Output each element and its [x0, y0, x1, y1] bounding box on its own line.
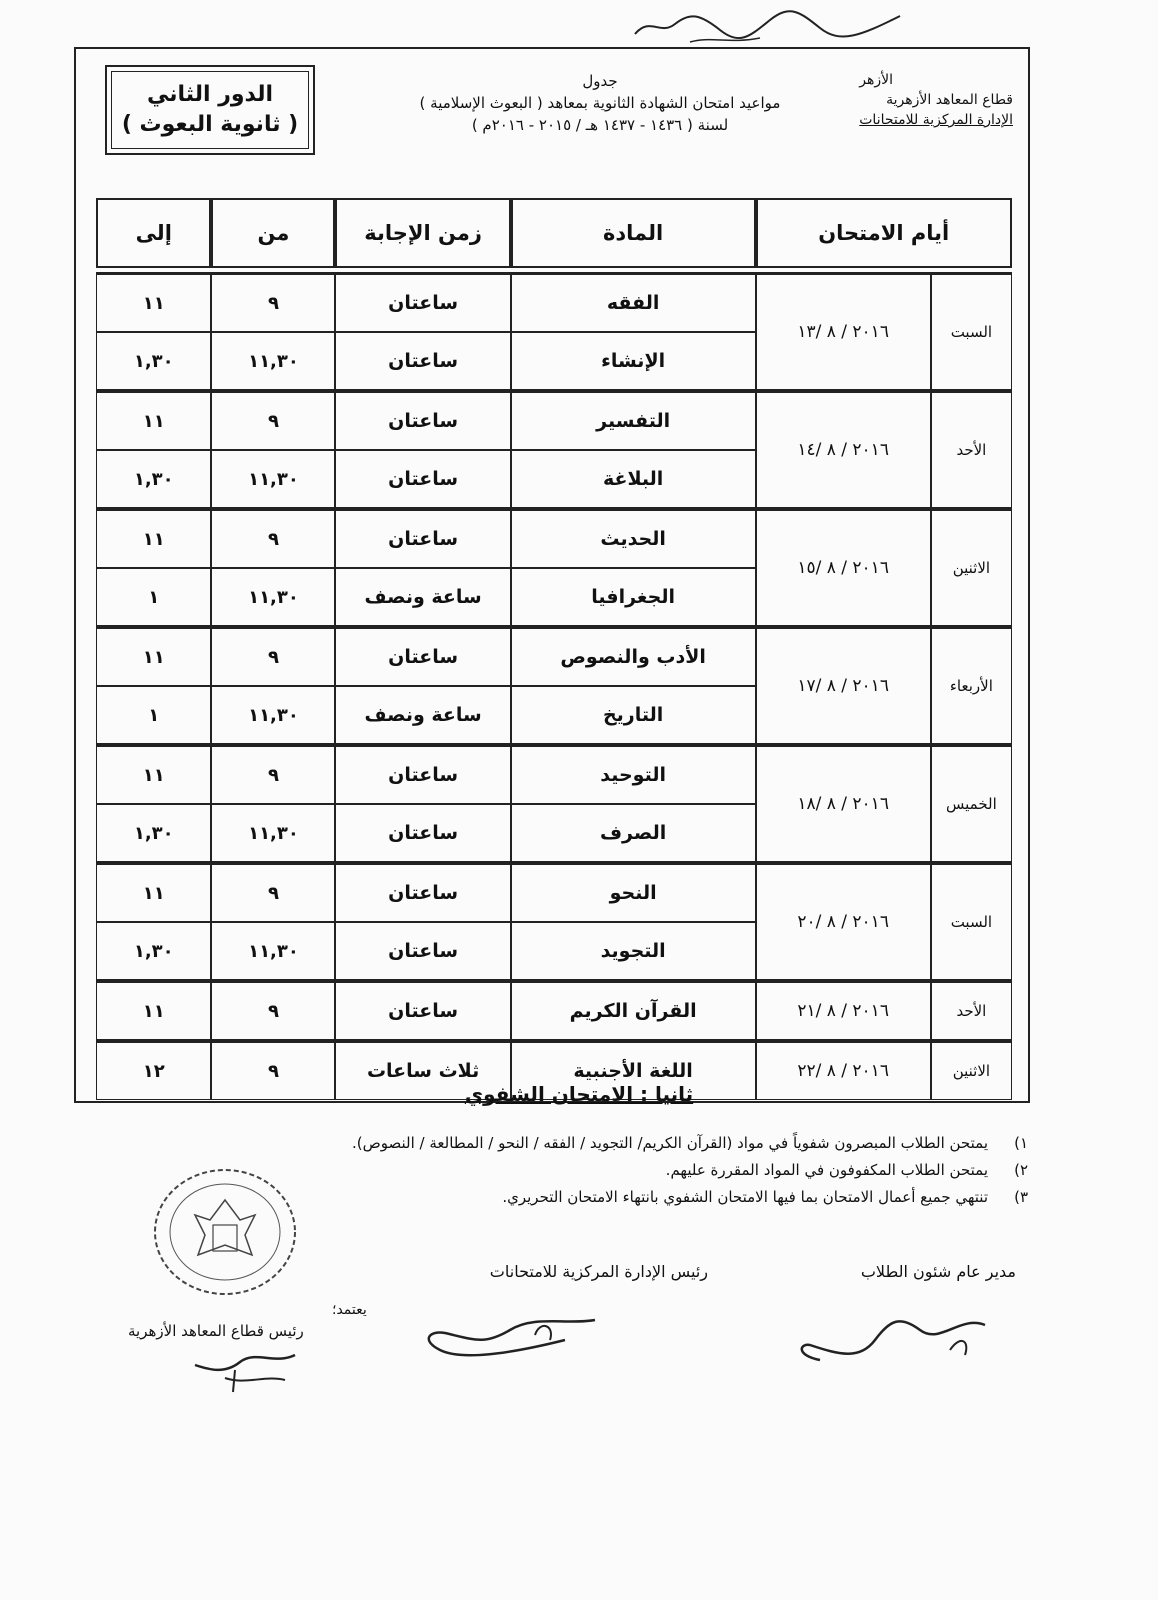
table-word: جدول [582, 72, 618, 90]
header-from: من [211, 198, 335, 268]
from-cell: ١١,٣٠ [211, 686, 335, 744]
to-cell: ١,٣٠ [96, 332, 211, 390]
subject-cell: القرآن الكريم [511, 980, 756, 1040]
day-cell: الأحد [931, 390, 1012, 508]
to-cell: ١١ [96, 390, 211, 450]
duration-cell: ساعة ونصف [335, 686, 510, 744]
signature-student-affairs [790, 1305, 990, 1365]
approved-label: يعتمد؛ [332, 1302, 367, 1318]
subject-cell: الصرف [511, 804, 756, 862]
table-row [96, 508, 1012, 568]
date-cell: ٢٠١٦ / ٨ /٢٠ [756, 862, 931, 980]
subject-cell: الحديث [511, 508, 756, 568]
date-cell: ٢٠١٦ / ٨ /١٨ [756, 744, 931, 862]
sector-label: قطاع المعاهد الأزهرية [886, 92, 1013, 108]
central-admin-title: رئيس الإدارة المركزية للامتحانات [489, 1262, 708, 1281]
list-number: ١) [1014, 1134, 1028, 1152]
to-cell: ١,٣٠ [96, 922, 211, 980]
subject-cell: التفسير [511, 390, 756, 450]
student-affairs-title: مدير عام شئون الطلاب [860, 1262, 1016, 1281]
from-cell: ١١,٣٠ [211, 450, 335, 508]
duration-cell: ساعتان [335, 272, 510, 332]
table-header-row [96, 198, 1012, 268]
subject-cell: التجويد [511, 922, 756, 980]
document-year: لسنة ( ١٤٣٦ - ١٤٣٧ هـ / ٢٠١٥ - ٢٠١٦م ) [471, 116, 729, 134]
to-cell: ١,٣٠ [96, 804, 211, 862]
sector-head-title: رئيس قطاع المعاهد الأزهرية [128, 1322, 304, 1340]
day-cell: الاثنين [931, 508, 1012, 626]
handwritten-note-scribble [630, 6, 910, 46]
to-cell: ١١ [96, 626, 211, 686]
list-number: ٢) [1014, 1161, 1028, 1179]
subject-cell: الفقه [511, 272, 756, 332]
official-seal-icon [150, 1165, 300, 1300]
from-cell: ٩ [211, 862, 335, 922]
from-cell: ٩ [211, 626, 335, 686]
date-cell: ٢٠١٦ / ٨ /١٥ [756, 508, 931, 626]
signature-central-admin [415, 1305, 605, 1365]
date-cell: ٢٠١٦ / ٨ /١٧ [756, 626, 931, 744]
azhar-label: الأزهر [859, 72, 893, 88]
day-cell: السبت [931, 862, 1012, 980]
day-cell: الاثنين [931, 1040, 1012, 1100]
header-days: أيام الامتحان [756, 198, 1013, 268]
duration-cell: ساعتان [335, 390, 510, 450]
subject-cell: اللغة الأجنبية [511, 1040, 756, 1100]
day-cell: الأحد [931, 980, 1012, 1040]
header-authority [859, 70, 1013, 130]
to-cell: ١ [96, 568, 211, 626]
subject-cell: الجغرافيا [511, 568, 756, 626]
from-cell: ٩ [211, 390, 335, 450]
from-cell: ١١,٣٠ [211, 804, 335, 862]
from-cell: ٩ [211, 272, 335, 332]
to-cell: ١١ [96, 862, 211, 922]
exam-schedule-table [96, 198, 1012, 1100]
to-cell: ١١ [96, 272, 211, 332]
duration-cell: ساعتان [335, 332, 510, 390]
to-cell: ١٢ [96, 1040, 211, 1100]
signature-sector-head [185, 1340, 305, 1395]
duration-cell: ساعتان [335, 804, 510, 862]
list-text: يمتحن الطلاب المكفوفون في المواد المقررة عليهم. [665, 1161, 988, 1179]
from-cell: ٩ [211, 508, 335, 568]
date-cell: ٢٠١٦ / ٨ /١٤ [756, 390, 931, 508]
date-cell: ٢٠١٦ / ٨ /٢٢ [756, 1040, 931, 1100]
subject-cell: التاريخ [511, 686, 756, 744]
to-cell: ١١ [96, 980, 211, 1040]
day-cell: الخميس [931, 744, 1012, 862]
document-title: مواعيد امتحان الشهادة الثانوية بمعاهد ( البعوث الإسلامية ) [419, 94, 781, 112]
duration-cell: ثلاث ساعات [335, 1040, 510, 1100]
table-row [96, 980, 1012, 1040]
day-cell: السبت [931, 272, 1012, 390]
list-item [128, 1130, 1028, 1157]
round-line-2: ( ثانوية البعوث ) [121, 112, 299, 137]
subject-cell: الأدب والنصوص [511, 626, 756, 686]
date-cell: ٢٠١٦ / ٨ /١٣ [756, 272, 931, 390]
to-cell: ١١ [96, 744, 211, 804]
header-subject: المادة [511, 198, 756, 268]
list-text: تنتهي جميع أعمال الامتحان بما فيها الامتحان الشفوي بانتهاء الامتحان التحريري. [502, 1188, 988, 1206]
to-cell: ١ [96, 686, 211, 744]
oral-exam-title: ثانيا : الامتحان الشفوي [464, 1082, 694, 1106]
list-number: ٣) [1014, 1188, 1028, 1206]
duration-cell: ساعتان [335, 980, 510, 1040]
from-cell: ١١,٣٠ [211, 332, 335, 390]
day-cell: الأربعاء [931, 626, 1012, 744]
duration-cell: ساعتان [335, 862, 510, 922]
round-box [105, 65, 315, 155]
table-row [96, 272, 1012, 332]
table-row [96, 626, 1012, 686]
table-row [96, 862, 1012, 922]
subject-cell: الإنشاء [511, 332, 756, 390]
duration-cell: ساعتان [335, 508, 510, 568]
duration-cell: ساعتان [335, 626, 510, 686]
header-title-block [365, 70, 835, 136]
admin-label: الإدارة المركزية للامتحانات [859, 112, 1013, 128]
subject-cell: التوحيد [511, 744, 756, 804]
table-row [96, 390, 1012, 450]
duration-cell: ساعتان [335, 744, 510, 804]
from-cell: ١١,٣٠ [211, 568, 335, 626]
duration-cell: ساعة ونصف [335, 568, 510, 626]
date-cell: ٢٠١٦ / ٨ /٢١ [756, 980, 931, 1040]
subject-cell: النحو [511, 862, 756, 922]
header-duration: زمن الإجابة [335, 198, 510, 268]
table-row [96, 744, 1012, 804]
subject-cell: البلاغة [511, 450, 756, 508]
from-cell: ٩ [211, 1040, 335, 1100]
from-cell: ٩ [211, 980, 335, 1040]
to-cell: ١١ [96, 508, 211, 568]
to-cell: ١,٣٠ [96, 450, 211, 508]
from-cell: ١١,٣٠ [211, 922, 335, 980]
list-text: يمتحن الطلاب المبصرون شفوياً في مواد (القرآن الكريم/ التجويد / الفقه / النحو / المطالعة / النصوص). [352, 1134, 988, 1152]
round-line-1: الدور الثاني [146, 82, 274, 107]
from-cell: ٩ [211, 744, 335, 804]
header-to: إلى [96, 198, 211, 268]
duration-cell: ساعتان [335, 922, 510, 980]
duration-cell: ساعتان [335, 450, 510, 508]
